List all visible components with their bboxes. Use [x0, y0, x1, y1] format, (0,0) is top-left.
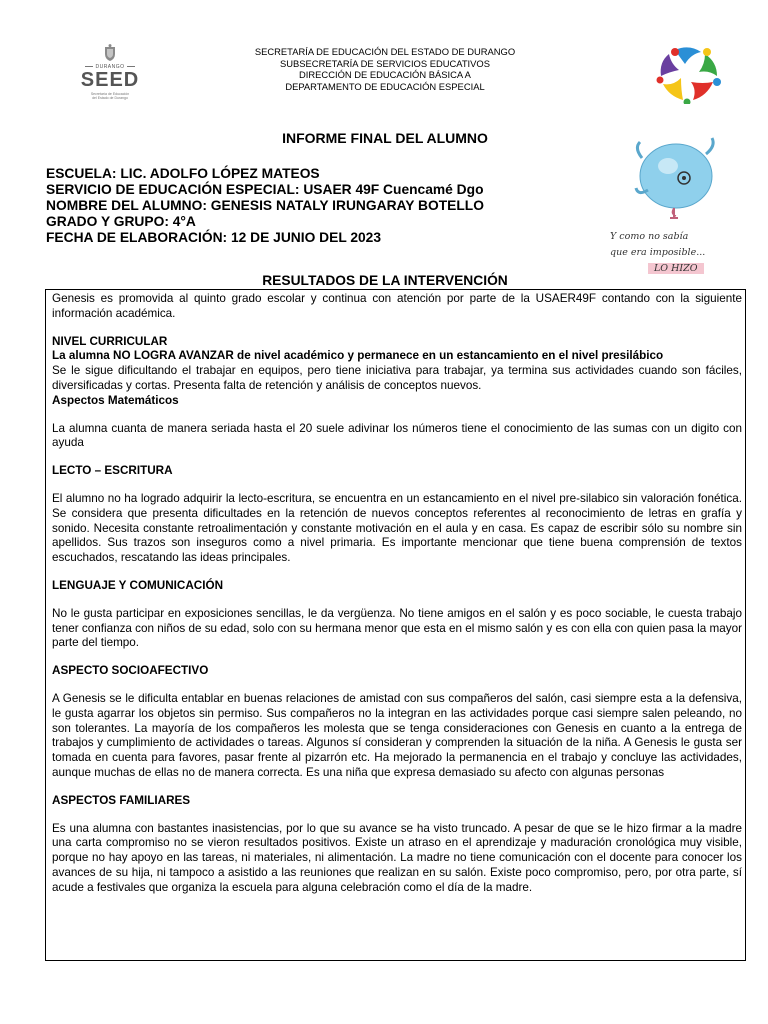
- header-line-4: DEPARTAMENTO DE EDUCACIÓN ESPECIAL: [285, 80, 485, 92]
- brand-state-label: DURANGO: [82, 64, 138, 70]
- brand-subtitle-line-2: del Estado de Durango: [92, 96, 128, 100]
- reading-heading: LECTO – ESCRITURA: [52, 464, 173, 478]
- brand-name: SEED: [80, 69, 140, 91]
- caption-line-3: LO HIZO: [648, 263, 704, 274]
- caption-line-2: que era imposible...: [610, 247, 706, 258]
- student-info: [46, 166, 606, 246]
- seed-logo: [74, 44, 146, 104]
- intro-paragraph: Genesis es promovida al quinto grado escolar y continua con atención por parte de la USAER49F contando con la siguiente información académica.: [52, 292, 742, 320]
- school-line: ESCUELA: LIC. ADOLFO LÓPEZ MATEOS: [46, 166, 320, 181]
- math-paragraph: La alumna cuanta de manera seriada hasta el 20 suele adivinar los números tiene el conocimiento de las sumas con un digito con ayuda: [52, 421, 742, 450]
- caption-line-1: Y como no sabía: [610, 231, 689, 242]
- results-box: [45, 289, 746, 961]
- social-paragraph: A Genesis se le dificulta entablar en buenas relaciones de amistad con sus compañeros del salón, casi siempre esta a la defensiva, le gusta agarrar los objetos sin permiso. Sus compañeros no la integran en las actividades porque casi siempre salen peleando, no son tolerantes. La mayoría de los compañeros les molesta que se tenga consideraciones con Genesis en cuanto a la entrega de trabajos y cumplimiento de actividades o tareas. Algunos sí consideran y comprenden la situación de la niña. A Genesis le gusta ser tomada en cuenta para favores, pasar frente al pizarrón etc. Ha mejorado la permanencia en el trabajo y concluye las actividades, aunque muchas de ellas no de manera correcta. Es una niña que expresa demasiado su afecto con algunas personas: [52, 691, 742, 779]
- brand-subtitle: [78, 92, 142, 100]
- reading-paragraph: El alumno no ha logrado adquirir la lecto-escritura, se encuentra en un estancamiento en el nivel pre-silabico sin valoración fonética. Se considera que presenta dificultades en la retención de nuevos conceptos referentes al reconocimiento de letras en grafía y sonido. Necesita constante retroalimentación y constante motivación en el aula y en casa. Es capaz de escribir sólo su nombre sin apellidos. Sus trazos son inseguros como a nivel primaria. Es importante mencionar que tiene buena comprensión de textos escuchados, rescatando las ideas principales.: [52, 491, 742, 565]
- grade-line: GRADO Y GRUPO: 4°A: [46, 214, 196, 229]
- header-line-3: DIRECCIÓN DE EDUCACIÓN BÁSICA A: [299, 69, 471, 81]
- motivational-illustration: [598, 130, 756, 288]
- family-paragraph: Es una alumna con bastantes inasistencias, por lo que su avance se ha visto truncado. A pesar de que se le hizo firmar a la madre una carta compromiso no se vieron resultados positivos. Existe un atraso en el aprendizaje y maduración cronológica muy visible, porque no hay apoyo en las tareas, ni materiales, ni alimentación. La madre no tiene comunicación con el docente para conocer los avances de su hija, ni tampoco a asistido a las reuniones que realizan en su salón. Existe poco compromiso, pero, por otra parte, sí acude a festivales que organiza la escuela para alguna celebración como el día de la madre.: [52, 821, 742, 894]
- math-heading: Aspectos Matemáticos: [52, 393, 179, 407]
- report-title: INFORME FINAL DEL ALUMNO: [282, 130, 488, 146]
- section-title: RESULTADOS DE LA INTERVENCIÓN: [262, 273, 508, 288]
- results-content: [52, 292, 742, 896]
- header-line-1: SECRETARÍA DE EDUCACIÓN DEL ESTADO DE DURANGO: [254, 46, 516, 57]
- social-heading: ASPECTO SOCIOAFECTIVO: [52, 664, 209, 678]
- inclusion-logo-icon: [655, 42, 725, 104]
- curricular-summary: La alumna NO LOGRA AVANZAR de nivel académico y permanece en un estancamiento en el nivel presilábico: [52, 349, 664, 363]
- service-line: SERVICIO DE EDUCACIÓN ESPECIAL: USAER 49F Cuencamé Dgo: [46, 182, 484, 197]
- language-paragraph: No le gusta participar en exposiciones sencillas, le da vergüenza. No tiene amigos en el salón y es poco sociable, le cuesta trabajo tener confianza con niños de su edad, solo con su hermana menor que esta en el mismo salón y es con ella con quien pasa la mayor parte del tiempo.: [52, 606, 742, 650]
- brand-subtitle-line-1: Secretaría de Educación: [90, 92, 130, 96]
- date-line: FECHA DE ELABORACIÓN: 12 DE JUNIO DEL 2023: [46, 230, 382, 245]
- language-heading: LENGUAJE Y COMUNICACIÓN: [52, 578, 224, 592]
- header-line-2: SUBSECRETARÍA DE SERVICIOS EDUCATIVOS: [280, 57, 490, 69]
- student-name-line: NOMBRE DEL ALUMNO: GENESIS NATALY IRUNGARAY BOTELLO: [46, 198, 484, 213]
- curricular-paragraph: Se le sigue dificultando el trabajar en equipos, pero tiene iniciativa para trabajar, ya termina sus actividades cuando son fáciles, diversificadas y cortas. Presenta falta de retención y análisis de conceptos nuevos.: [52, 364, 742, 392]
- coat-of-arms-icon: [102, 44, 118, 62]
- balloon-character-icon: [598, 130, 756, 230]
- family-heading: ASPECTOS FAMILIARES: [52, 793, 191, 807]
- curricular-heading: NIVEL CURRICULAR: [52, 334, 168, 348]
- institution-header: [200, 46, 570, 92]
